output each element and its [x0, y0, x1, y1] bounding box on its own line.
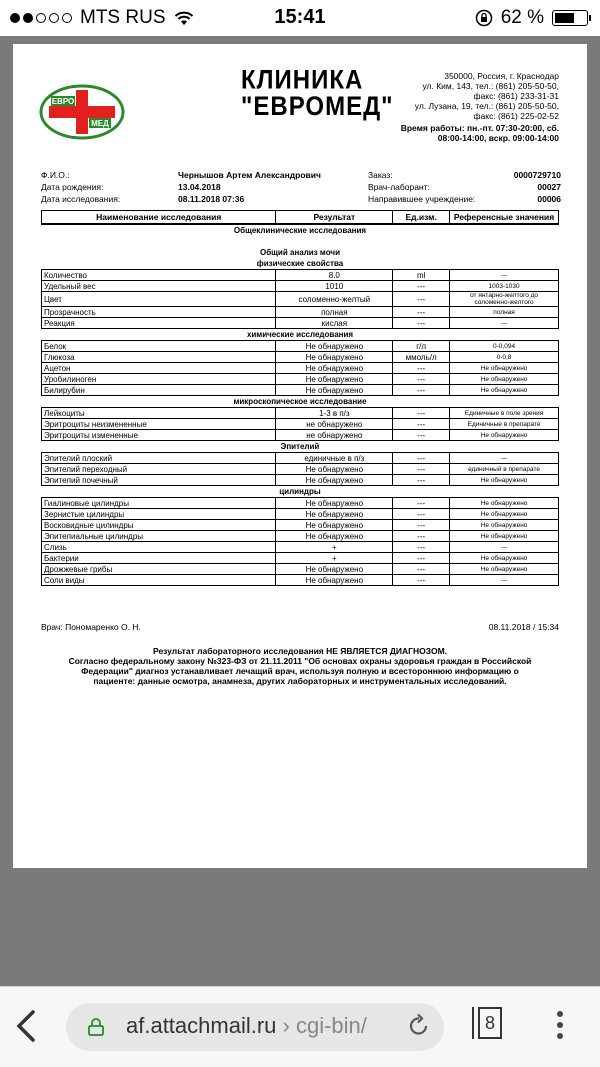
test-reference: от янтарно-желтого до соломенно-желтого: [450, 292, 559, 307]
orientation-lock-icon: [475, 9, 493, 27]
test-unit: ---: [393, 575, 450, 586]
order-number: 0000729710: [513, 170, 561, 180]
test-name: Удельный вес: [42, 281, 276, 292]
clinic-logo: [39, 84, 125, 140]
test-result: Не обнаружено: [276, 575, 393, 586]
test-name: Слизь: [42, 542, 276, 553]
address-bar[interactable]: [66, 1003, 444, 1051]
test-name: Белок: [42, 341, 276, 352]
test-result: Не обнаружено: [276, 475, 393, 486]
table-row: [42, 307, 559, 318]
table-row: [42, 363, 559, 374]
clinic-title: КЛИНИКА "ЕВРОМЕД": [241, 65, 394, 122]
test-result: +: [276, 542, 393, 553]
test-unit: ---: [393, 464, 450, 475]
table-row: [42, 385, 559, 396]
chevron-left-icon: [14, 1009, 38, 1043]
clinic-hours: Время работы: пн.-пт. 07:30-20:00, сб. 08:00-14:00, вскр. 09:00-14:00: [400, 123, 559, 143]
test-reference: Не обнаружено: [450, 385, 559, 396]
test-unit: ---: [393, 374, 450, 385]
table-row: [42, 430, 559, 441]
test-unit: ---: [393, 307, 450, 318]
test-name: Реакция: [42, 318, 276, 329]
test-reference: ---: [450, 453, 559, 464]
test-result: Не обнаружено: [276, 385, 393, 396]
test-unit: г/л: [393, 341, 450, 352]
table-row: [42, 464, 559, 475]
clinic-address: 350000, Россия, г. Краснодар ул. Ким, 143, тел.: (861) 205-50-50, факс: (861) 233-31-31 ул. Лузана, 19, тел.: (861) 205-50-50, факс: (861) 225-02-52: [414, 71, 559, 121]
test-result: 1-3 в п/з: [276, 408, 393, 419]
battery-percent: 62 %: [500, 7, 544, 28]
url-text[interactable]: af.attachmail.ru › cgi-bin/: [126, 1013, 367, 1038]
test-unit: ---: [393, 475, 450, 486]
test-name: Лейкоциты: [42, 408, 276, 419]
table-row: [42, 292, 559, 307]
table-row: [42, 352, 559, 363]
browser-toolbar: [0, 986, 600, 1067]
test-reference: Единичные в препарате: [450, 419, 559, 430]
test-unit: ---: [393, 318, 450, 329]
table-row: [42, 475, 559, 486]
table-row: [42, 408, 559, 419]
exam-date: 08.11.2018 07:36: [178, 194, 245, 204]
doctor-name: Врач: Пономаренко О. Н.: [41, 622, 141, 632]
clock: 15:41: [274, 6, 326, 28]
test-unit: ---: [393, 520, 450, 531]
test-reference: Не обнаружено: [450, 509, 559, 520]
test-unit: ---: [393, 453, 450, 464]
test-reference: Не обнаружено: [450, 564, 559, 575]
test-unit: ml: [393, 270, 450, 281]
section-title: физические свойства: [256, 259, 344, 268]
header-unit: Ед.изм.: [393, 211, 450, 225]
test-name: Эритроциты измененные: [42, 430, 276, 441]
tabs-button[interactable]: [472, 1007, 502, 1039]
test-name: Эритроциты неизмененные: [42, 419, 276, 430]
test-name: Эпителий почечный: [42, 475, 276, 486]
test-unit: ---: [393, 498, 450, 509]
test-result: соломенно-желтый: [276, 292, 393, 307]
test-name: Зернистые цилиндры: [42, 509, 276, 520]
back-button[interactable]: [14, 1009, 38, 1049]
table-row: [42, 270, 559, 281]
test-reference: полная: [450, 307, 559, 318]
test-name: Эпителий переходный: [42, 464, 276, 475]
test-result: Не обнаружено: [276, 520, 393, 531]
test-result: не обнаружено: [276, 430, 393, 441]
test-unit: ---: [393, 564, 450, 575]
header-result: Результат: [276, 211, 393, 225]
test-result: полная: [276, 307, 393, 318]
table-row: [42, 281, 559, 292]
test-reference: 0-0,8: [450, 352, 559, 363]
birth-date: 13.04.2018: [178, 182, 221, 192]
test-name: Уробилиноген: [42, 374, 276, 385]
table-row: [42, 509, 559, 520]
test-unit: ---: [393, 542, 450, 553]
test-result: Не обнаружено: [276, 531, 393, 542]
battery-icon: [552, 10, 588, 26]
test-reference: Не обнаружено: [450, 374, 559, 385]
header-reference: Референсные значения: [450, 211, 559, 225]
test-reference: ---: [450, 575, 559, 586]
test-reference: Не обнаружено: [450, 531, 559, 542]
results-table: [41, 210, 559, 586]
test-unit: ---: [393, 430, 450, 441]
test-result: единичные в п/з: [276, 453, 393, 464]
test-unit: ---: [393, 408, 450, 419]
test-reference: Не обнаружено: [450, 475, 559, 486]
test-name: Ацетон: [42, 363, 276, 374]
lab-id: 00027: [537, 182, 561, 192]
test-reference: единичный в препарате: [450, 464, 559, 475]
table-row: [42, 453, 559, 464]
test-name: Восковидные цилиндры: [42, 520, 276, 531]
test-result: кислая: [276, 318, 393, 329]
test-title: Общий анализ мочи: [260, 248, 340, 257]
test-unit: ммоль/л: [393, 352, 450, 363]
test-reference: ---: [450, 270, 559, 281]
test-result: Не обнаружено: [276, 374, 393, 385]
test-result: 8.0: [276, 270, 393, 281]
test-unit: ---: [393, 531, 450, 542]
test-reference: ---: [450, 542, 559, 553]
test-result: Не обнаружено: [276, 509, 393, 520]
table-row: [42, 520, 559, 531]
test-name: Бактерии: [42, 553, 276, 564]
test-result: +: [276, 553, 393, 564]
test-unit: ---: [393, 363, 450, 374]
section-title: Эпителий: [280, 442, 320, 451]
disclaimer: Результат лабораторного исследования НЕ ЯВЛЯЕТСЯ ДИАГНОЗОМ. Согласно федеральному закону №323-ФЗ от 21.11.2011 "Об основах охраны здоровья граждан в Российской Федерации" диагноз устанавливает лечащий врач, используя полную и всестороннюю информацию о пациенте: данные осмотра, анамнеза, других лабораторных и инструментальных исследований.: [68, 646, 532, 686]
test-result: Не обнаружено: [276, 564, 393, 575]
table-row: [42, 575, 559, 586]
test-reference: 1003-1030: [450, 281, 559, 292]
test-result: Не обнаружено: [276, 341, 393, 352]
section-title: химические исследования: [246, 330, 354, 339]
test-name: Эпителиальные цилиндры: [42, 531, 276, 542]
test-name: Глюкоза: [42, 352, 276, 363]
test-unit: ---: [393, 419, 450, 430]
table-row: [42, 553, 559, 564]
patient-info: Ф.И.О.: Чернышов Артем Александрович Заказ: 0000729710 Дата рождения: 13.04.2018 Врач-лаборант: 00027 Дата исследования: 08.11.2018 07:36 Направившее учреждение: 00006: [41, 170, 561, 204]
test-unit: ---: [393, 281, 450, 292]
test-reference: Не обнаружено: [450, 363, 559, 374]
logo-text-bottom: МЕД: [91, 119, 109, 128]
test-reference: Не обнаружено: [450, 553, 559, 564]
test-unit: ---: [393, 509, 450, 520]
table-row: [42, 341, 559, 352]
table-row: [42, 318, 559, 329]
section-title: микроскопическое исследование: [233, 397, 367, 406]
more-menu-button[interactable]: [556, 1011, 564, 1044]
table-row: [42, 542, 559, 553]
test-result: Не обнаружено: [276, 363, 393, 374]
test-result: не обнаружено: [276, 419, 393, 430]
table-row: [42, 531, 559, 542]
header-name: Наименование исследования: [42, 211, 276, 225]
referral-id: 00006: [537, 194, 561, 204]
test-name: Эпителий плоский: [42, 453, 276, 464]
test-name: Прозрачность: [42, 307, 276, 318]
test-reference: Не обнаружено: [450, 498, 559, 509]
reload-button[interactable]: [408, 1013, 430, 1044]
table-row: [42, 419, 559, 430]
test-unit: ---: [393, 553, 450, 564]
test-name: Цвет: [42, 292, 276, 307]
test-name: Гиалиновые цилиндры: [42, 498, 276, 509]
test-name: Количество: [42, 270, 276, 281]
test-reference: Единичные в поле зрения: [450, 408, 559, 419]
carrier-name: MTS RUS: [80, 7, 166, 28]
test-name: Дрожжевые грибы: [42, 564, 276, 575]
lock-icon: [88, 1018, 104, 1036]
test-name: Соли виды: [42, 575, 276, 586]
test-result: Не обнаружено: [276, 352, 393, 363]
test-result: 1010: [276, 281, 393, 292]
test-result: Не обнаружено: [276, 464, 393, 475]
report-datetime: 08.11.2018 / 15:34: [488, 622, 559, 632]
test-reference: Не обнаружено: [450, 430, 559, 441]
test-reference: Не обнаружено: [450, 520, 559, 531]
logo-text-top: ЕВРО: [51, 97, 75, 106]
test-unit: ---: [393, 292, 450, 307]
test-name: Билирубин: [42, 385, 276, 396]
tab-count: 8: [478, 1007, 502, 1039]
category-title: Общеклинические исследования: [233, 226, 367, 235]
table-row: [42, 564, 559, 575]
test-reference: ---: [450, 318, 559, 329]
reload-icon: [408, 1013, 430, 1037]
test-unit: ---: [393, 385, 450, 396]
patient-name: Чернышов Артем Александрович: [178, 170, 321, 180]
test-reference: 0-0,094: [450, 341, 559, 352]
table-row: [42, 374, 559, 385]
document-page: [13, 44, 587, 868]
status-bar: [0, 0, 600, 36]
section-title: цилиндры: [279, 487, 321, 496]
table-row: [42, 498, 559, 509]
test-result: Не обнаружено: [276, 498, 393, 509]
